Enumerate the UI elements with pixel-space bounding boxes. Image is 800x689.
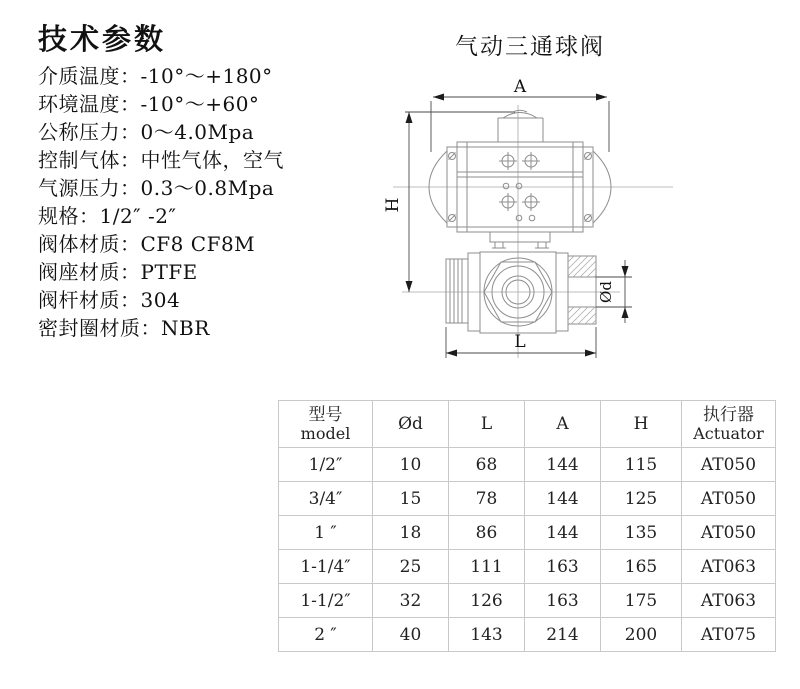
dim-label-a: A (513, 77, 527, 97)
valve-body-drawing (446, 252, 596, 333)
table-row: 3/4″ 15 78 144 125 AT050 (279, 482, 776, 516)
spec-control-gas: 控制气体：中性气体，空气 (38, 148, 284, 172)
table-row: 1/2″ 10 68 144 115 AT050 (279, 448, 776, 482)
header-model: 型号 model (279, 401, 373, 448)
spec-seal-material: 密封圈材质：NBR (38, 316, 210, 340)
dimension-l (446, 327, 596, 358)
header-length: L (449, 401, 525, 448)
section-hatching (568, 256, 596, 324)
spec-seat-material: 阀座材质：PTFE (38, 260, 198, 284)
spec-body-material: 阀体材质：CF8 CF8M (38, 232, 256, 256)
table-header-row (279, 401, 776, 448)
technical-parameters-panel (38, 22, 368, 342)
actuator-drawing (429, 110, 611, 248)
header-actuator: 执行器 Actuator (682, 401, 776, 448)
valve-drawing (380, 55, 700, 385)
header-height: H (601, 401, 682, 448)
panel-title: 技术参数 (38, 22, 167, 56)
dim-label-h: H (383, 197, 403, 213)
dimension-h (383, 112, 515, 292)
header-width: A (525, 401, 601, 448)
table-row: 1-1/4″ 25 111 163 165 AT063 (279, 550, 776, 584)
spec-size-range: 规格：1/2″ -2″ (38, 204, 177, 228)
spec-nominal-pressure: 公称压力：0～4.0Mpa (38, 120, 255, 144)
dim-label-bore: Ød (597, 281, 615, 303)
body-bolt-holes (499, 152, 540, 221)
dimension-table (278, 400, 776, 652)
spec-air-supply-pressure: 气源压力：0.3～0.8Mpa (38, 176, 275, 200)
spec-stem-material: 阀杆材质：304 (38, 288, 181, 312)
spec-ambient-temperature: 环境温度：-10°～+60° (38, 92, 260, 116)
diagram-title: 气动三通球阀 (455, 34, 605, 60)
dimension-a (431, 77, 609, 152)
dimension-bore (596, 260, 632, 323)
dim-label-l: L (514, 332, 526, 352)
table-row: 2 ″ 40 143 214 200 AT075 (279, 618, 776, 652)
spec-medium-temperature: 介质温度：-10°～+180° (38, 64, 273, 88)
table-row: 1-1/2″ 32 126 163 175 AT063 (279, 584, 776, 618)
header-bore: Ød (373, 401, 449, 448)
table-row: 1 ″ 18 86 144 135 AT050 (279, 516, 776, 550)
